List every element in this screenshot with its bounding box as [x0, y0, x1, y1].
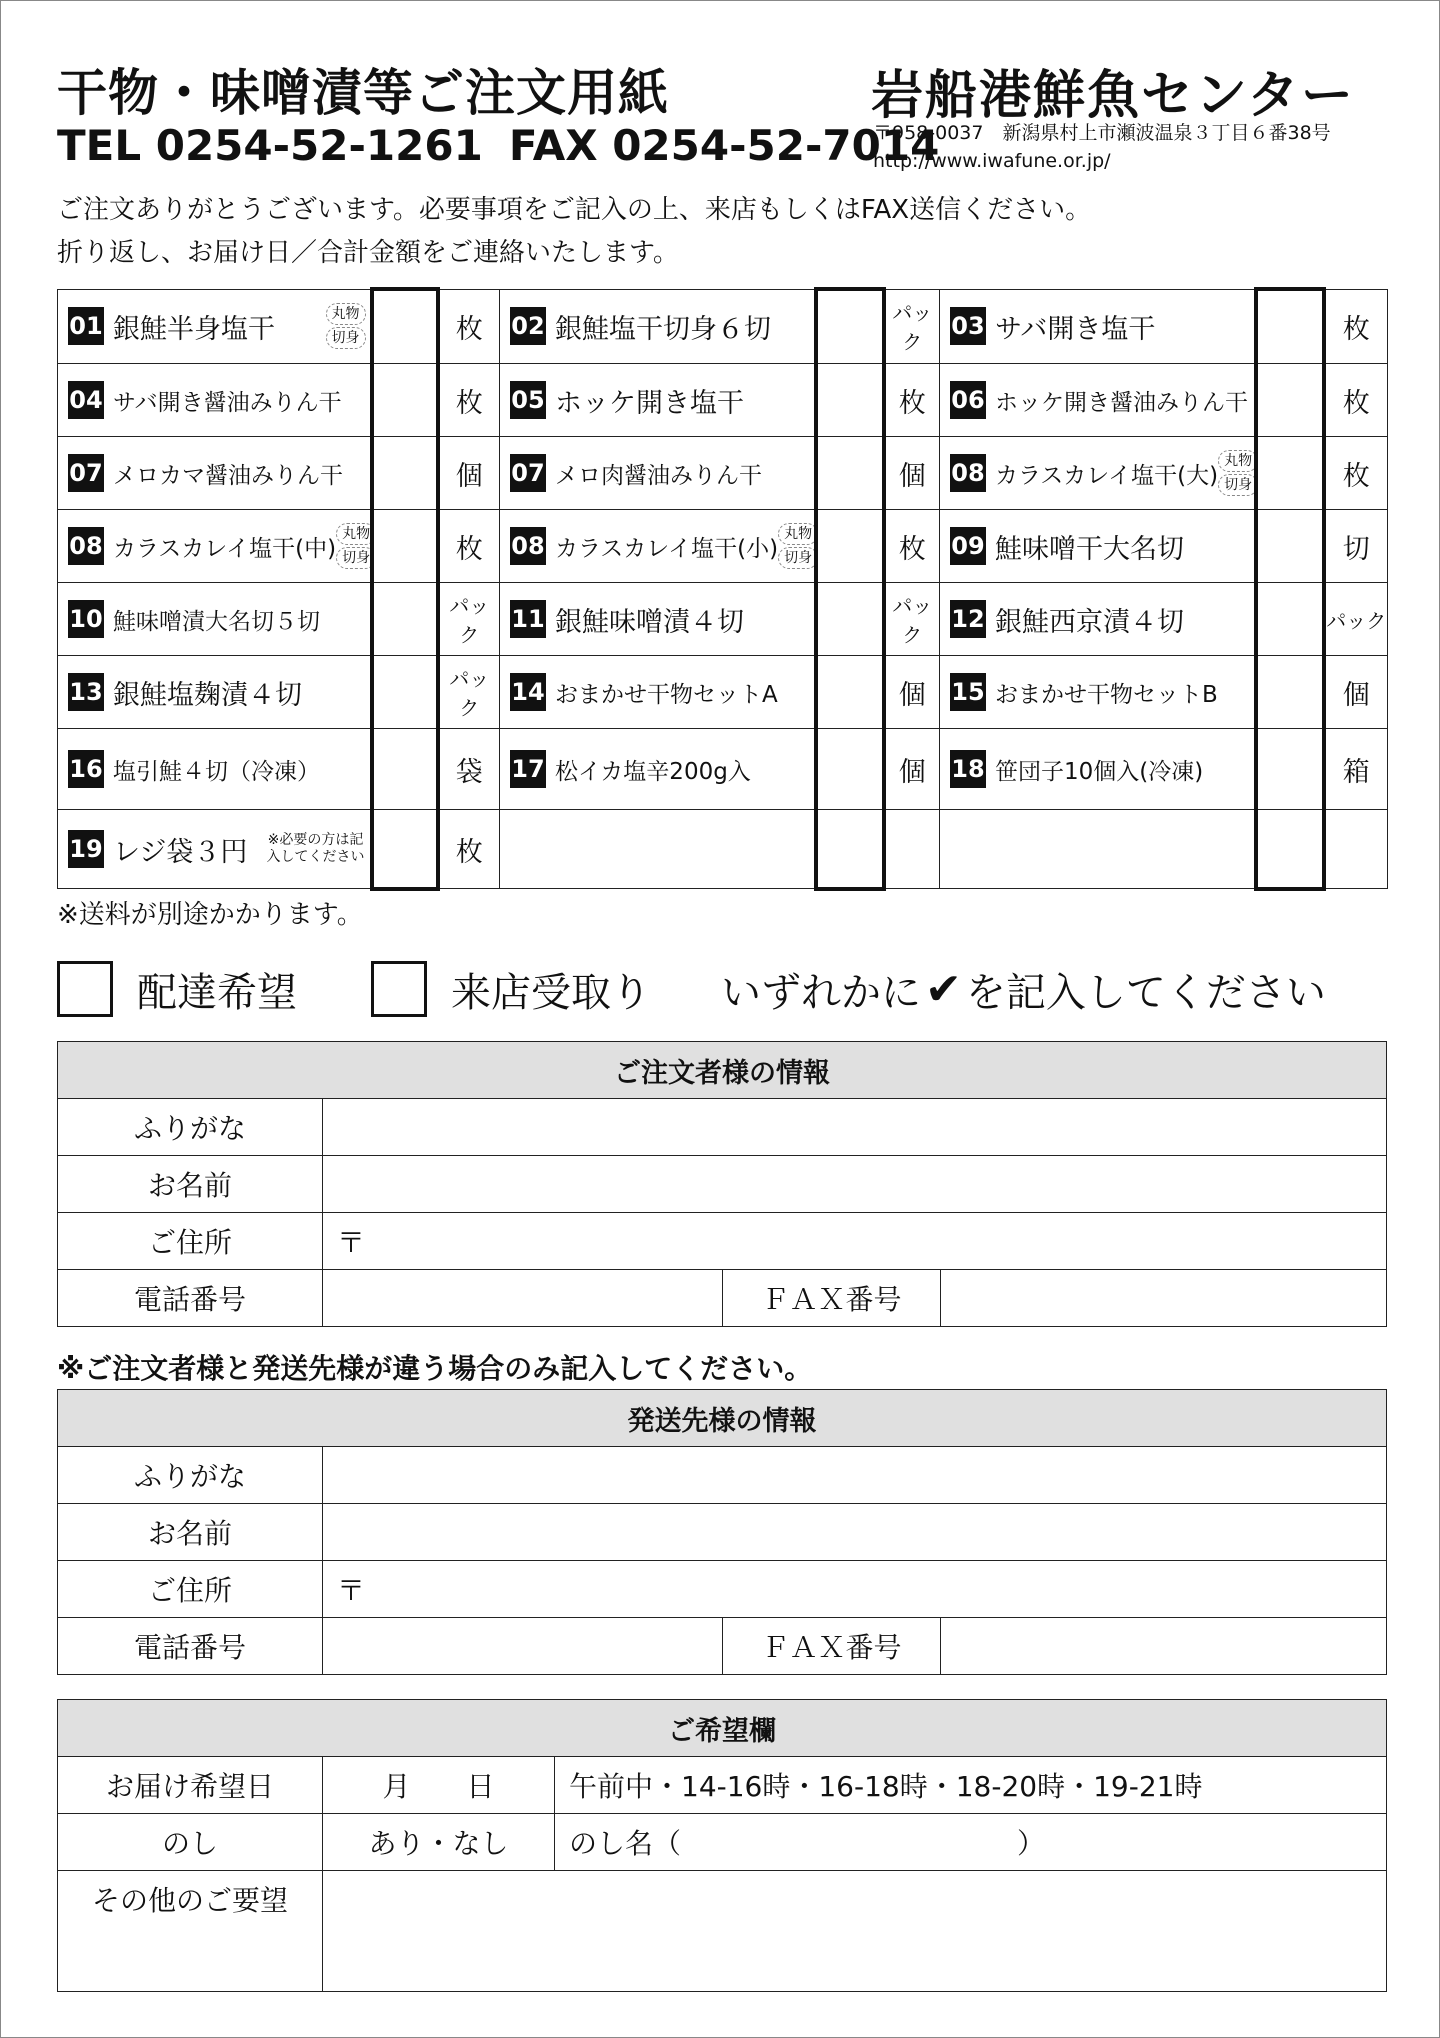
- product-item: 11 銀鮭味噌漬４切: [500, 600, 814, 639]
- product-item: 08 カラスカレイ塩干(小) 丸物 切身: [500, 522, 814, 570]
- other-requests-label: その他のご要望: [58, 1871, 323, 1992]
- unit-label: 箱: [1324, 729, 1388, 810]
- shop-address-block: [873, 119, 1331, 175]
- unit-label: 個: [1324, 656, 1388, 729]
- unit-label: 枚: [1324, 289, 1388, 364]
- empty-cell: [1324, 810, 1388, 889]
- product-item: 05 ホッケ開き塩干: [500, 381, 814, 420]
- quantity-cell[interactable]: [816, 656, 884, 729]
- product-item: 15 おまかせ干物セットB: [940, 673, 1254, 711]
- quantity-cell[interactable]: [372, 729, 438, 810]
- product-item: 06 ホッケ開き醤油みりん干: [940, 381, 1254, 419]
- product-item: 01 銀鮭半身塩干 丸物 切身: [58, 302, 370, 350]
- product-item: 09 鮭味噌干大名切: [940, 527, 1254, 566]
- pickup-option[interactable]: 来店受取り: [371, 959, 651, 1019]
- quantity-cell[interactable]: [1256, 583, 1324, 656]
- furigana-field[interactable]: [323, 1099, 1387, 1156]
- phone-field[interactable]: [323, 1618, 723, 1675]
- choice-instruction: いずれかに ✔ を記入してください: [721, 963, 1326, 1016]
- pickup-checkbox[interactable]: [371, 961, 427, 1017]
- quantity-cell[interactable]: [816, 583, 884, 656]
- product-item: 18 笹団子10個入(冷凍): [940, 750, 1254, 788]
- furigana-field[interactable]: [323, 1447, 1387, 1504]
- fax-field[interactable]: [941, 1270, 1387, 1327]
- product-item: 02 銀鮭塩干切身６切: [500, 307, 814, 346]
- orderer-header: ご注文者様の情報: [58, 1042, 1387, 1099]
- address-label: ご住所: [58, 1561, 323, 1618]
- shop-logo: 岩船港鮮魚センター: [871, 66, 1355, 126]
- address-label: ご住所: [58, 1213, 323, 1270]
- cut-badge: 丸物 切身: [778, 522, 815, 570]
- phone-field[interactable]: [323, 1270, 723, 1327]
- product-item: 07 メロカマ醤油みりん干: [58, 454, 370, 492]
- tel-number: TEL 0254-52-1261: [57, 121, 483, 170]
- phone-label: 電話番号: [58, 1618, 323, 1675]
- unit-label: 枚: [438, 810, 500, 889]
- quantity-cell[interactable]: [816, 364, 884, 437]
- product-item: 04 サバ開き醤油みりん干: [58, 381, 370, 419]
- fax-field[interactable]: [941, 1618, 1387, 1675]
- unit-label: 個: [884, 437, 940, 510]
- quantity-cell[interactable]: [372, 583, 438, 656]
- address-field[interactable]: 〒: [323, 1213, 1387, 1270]
- intro-line-2: 折り返し、お届け日／合計金額をご連絡いたします。: [57, 238, 679, 268]
- fax-label: ＦＡＸ番号: [723, 1618, 941, 1675]
- quantity-cell[interactable]: [1256, 656, 1324, 729]
- quantity-cell[interactable]: [1256, 810, 1324, 889]
- delivery-date-label: お届け希望日: [58, 1757, 323, 1814]
- quantity-cell[interactable]: [816, 729, 884, 810]
- empty-cell: [940, 810, 1256, 889]
- delivery-date-field[interactable]: 月 日: [323, 1757, 555, 1814]
- quantity-cell[interactable]: [816, 289, 884, 364]
- name-field[interactable]: [323, 1504, 1387, 1561]
- furigana-label: ふりがな: [58, 1447, 323, 1504]
- product-item: 12 銀鮭西京漬４切: [940, 600, 1254, 639]
- product-item: 03 サバ開き塩干: [940, 307, 1254, 346]
- unit-label: 枚: [1324, 437, 1388, 510]
- quantity-cell[interactable]: [372, 656, 438, 729]
- wishes-table: [57, 1699, 1387, 1992]
- unit-label: パック: [438, 656, 500, 729]
- product-item: 10 鮭味噌漬大名切５切: [58, 600, 370, 638]
- empty-cell: [500, 810, 816, 889]
- quantity-cell[interactable]: [372, 437, 438, 510]
- other-requests-field[interactable]: [323, 1871, 1387, 1992]
- quantity-cell[interactable]: [816, 810, 884, 889]
- check-icon: ✔: [925, 963, 962, 1015]
- unit-label: 枚: [438, 289, 500, 364]
- product-item: 08 カラスカレイ塩干(大) 丸物 切身: [940, 449, 1254, 497]
- unit-label: 枚: [884, 510, 940, 583]
- furigana-label: ふりがな: [58, 1099, 323, 1156]
- noshi-option[interactable]: あり・なし: [323, 1814, 555, 1871]
- quantity-cell[interactable]: [372, 289, 438, 364]
- quantity-cell[interactable]: [372, 510, 438, 583]
- unit-label: 個: [884, 729, 940, 810]
- recipient-note: ※ご注文者様と発送先様が違う場合のみ記入してください。: [57, 1352, 813, 1385]
- bag-note: ※必要の方は記入してください: [266, 832, 365, 865]
- fax-label: ＦＡＸ番号: [723, 1270, 941, 1327]
- unit-label: パック: [884, 583, 940, 656]
- phone-label: 電話番号: [58, 1270, 323, 1327]
- delivery-checkbox[interactable]: [57, 961, 113, 1017]
- form-title: 干物・味噌漬等ご注文用紙: [57, 64, 669, 122]
- product-grid: [57, 287, 1388, 891]
- intro-line-1: ご注文ありがとうございます。必要事項をご記入の上、来店もしくはFAX送信ください。: [57, 195, 1092, 225]
- noshi-label: のし: [58, 1814, 323, 1871]
- name-label: お名前: [58, 1504, 323, 1561]
- unit-label: 個: [884, 656, 940, 729]
- delivery-option[interactable]: 配達希望: [57, 959, 297, 1019]
- unit-label: 枚: [1324, 364, 1388, 437]
- product-item: 16 塩引鮭４切（冷凍）: [58, 750, 370, 788]
- quantity-cell[interactable]: [1256, 510, 1324, 583]
- quantity-cell[interactable]: [1256, 437, 1324, 510]
- cut-badge: 丸物 切身: [1218, 449, 1255, 497]
- unit-label: 枚: [438, 364, 500, 437]
- unit-label: 袋: [438, 729, 500, 810]
- product-item: 19 レジ袋３円 ※必要の方は記入してください: [69, 832, 365, 868]
- recipient-info-table: [57, 1389, 1387, 1675]
- cut-badge: 丸物 切身: [336, 522, 371, 570]
- intro-text: [57, 189, 1091, 275]
- wishes-header: ご希望欄: [58, 1700, 1387, 1757]
- unit-label: 切: [1324, 510, 1388, 583]
- unit-label: 枚: [438, 510, 500, 583]
- name-label: お名前: [58, 1156, 323, 1213]
- unit-label: パック: [438, 583, 500, 656]
- quantity-cell[interactable]: [816, 437, 884, 510]
- product-item: 17 松イカ塩辛200g入: [500, 750, 814, 788]
- fax-number: FAX 0254-52-7014: [508, 121, 940, 170]
- unit-label: 枚: [884, 364, 940, 437]
- shop-url[interactable]: http://www.iwafune.or.jp/: [873, 150, 1111, 172]
- quantity-cell[interactable]: [372, 810, 438, 889]
- address-field[interactable]: 〒: [323, 1561, 1387, 1618]
- name-field[interactable]: [323, 1156, 1387, 1213]
- time-slot-options[interactable]: 午前中・14-16時・16-18時・18-20時・19-21時: [555, 1757, 1387, 1814]
- noshi-name-field[interactable]: のし名（ ）: [555, 1814, 1387, 1871]
- contact-line: [57, 121, 965, 170]
- unit-label: 個: [438, 437, 500, 510]
- shipping-note: ※送料が別途かかります。: [57, 900, 363, 930]
- quantity-cell[interactable]: [1256, 364, 1324, 437]
- recipient-header: 発送先様の情報: [58, 1390, 1387, 1447]
- quantity-cell[interactable]: [1256, 729, 1324, 810]
- quantity-cell[interactable]: [372, 364, 438, 437]
- quantity-cell[interactable]: [816, 510, 884, 583]
- cut-badge: 丸物 切身: [326, 302, 366, 350]
- unit-label: パック: [884, 289, 940, 364]
- product-item: 07 メロ肉醤油みりん干: [500, 454, 814, 492]
- orderer-info-table: [57, 1041, 1387, 1327]
- quantity-cell[interactable]: [1256, 289, 1324, 364]
- empty-cell: [884, 810, 940, 889]
- unit-label: パック: [1324, 583, 1388, 656]
- product-item: 08 カラスカレイ塩干(中) 丸物 切身: [58, 522, 370, 570]
- product-item: 14 おまかせ干物セットA: [500, 673, 814, 711]
- product-item: 13 銀鮭塩麹漬４切: [58, 673, 370, 712]
- shop-address: 〒958-0037 新潟県村上市瀬波温泉３丁目６番38号: [873, 122, 1331, 144]
